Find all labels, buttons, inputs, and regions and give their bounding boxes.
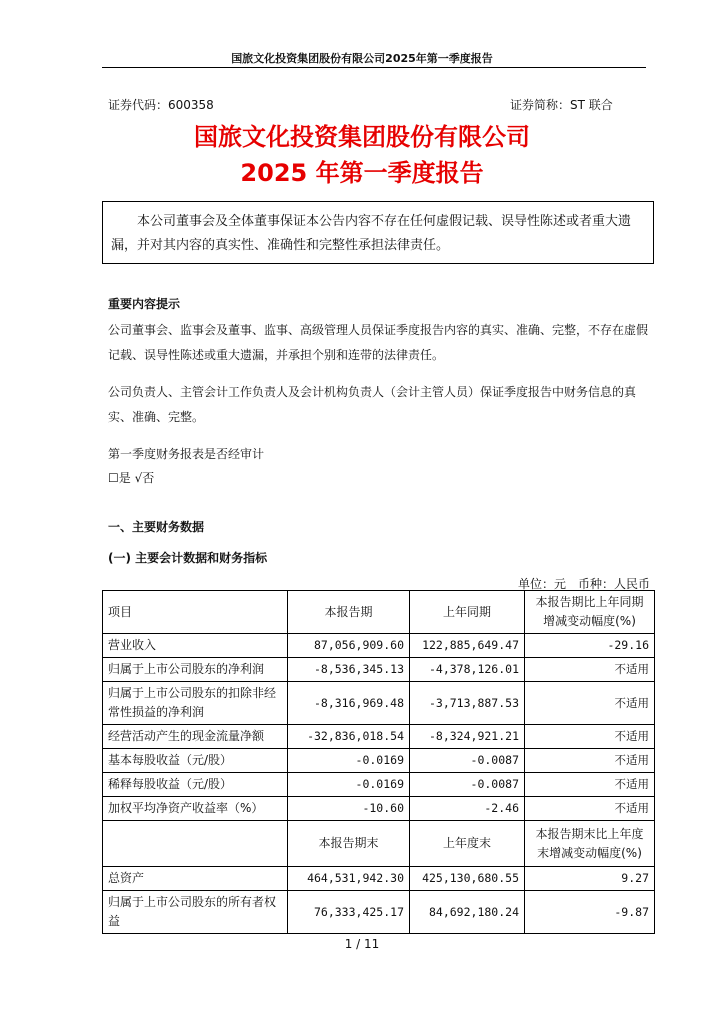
important-heading: 重要内容提示 — [108, 297, 181, 311]
table-cell: 122,885,649.47 — [410, 634, 525, 658]
running-header: 国旅文化投资集团股份有限公司2025年第一季度报告 — [231, 52, 493, 65]
table-header-cell: 上年同期 — [410, 591, 525, 634]
table-cell: 87,056,909.60 — [288, 634, 410, 658]
table-header-row — [103, 821, 655, 867]
table-cell: 归属于上市公司股东的净利润 — [103, 658, 288, 682]
table-cell: 不适用 — [525, 749, 655, 773]
table-cell: 不适用 — [525, 797, 655, 821]
table-cell: -29.16 — [525, 634, 655, 658]
table-cell: -8,324,921.21 — [410, 725, 525, 749]
table-row — [103, 797, 655, 821]
table-cell: 基本每股收益（元/股） — [103, 749, 288, 773]
table-row — [103, 658, 655, 682]
table-cell: 不适用 — [525, 773, 655, 797]
table-row — [103, 773, 655, 797]
audit-answer: ☐是 √否 — [108, 471, 155, 485]
table-cell: 营业收入 — [103, 634, 288, 658]
table-row — [103, 634, 655, 658]
table-row — [103, 867, 655, 891]
table-cell: -2.46 — [410, 797, 525, 821]
header-rule — [102, 67, 646, 68]
page-number: 1 / 11 — [344, 937, 380, 951]
table-header-cell: 本报告期末 — [288, 821, 410, 867]
paragraph-1: 公司董事会、监事会及董事、监事、高级管理人员保证季度报告内容的真实、准确、完整，不存在虚假记载、误导性陈述或重大遗漏，并承担个别和连带的法律责任。 — [108, 323, 649, 362]
table-cell: -8,536,345.13 — [288, 658, 410, 682]
table-cell: 加权平均净资产收益率（%） — [103, 797, 288, 821]
table-cell: -0.0087 — [410, 773, 525, 797]
title-line-2: 2025 年第一季度报告 — [240, 159, 484, 187]
stock-code: 证券代码：600358 — [108, 98, 214, 112]
notice-box — [102, 201, 654, 264]
table-header-cell: 本报告期比上年同期增减变动幅度(%) — [525, 591, 655, 634]
table-header-cell: 项目 — [103, 591, 288, 634]
table-cell: 425,130,680.55 — [410, 867, 525, 891]
table-header-cell: 本报告期 — [288, 591, 410, 634]
unit-currency: 单位：元 币种：人民币 — [517, 577, 650, 591]
section-1-1-heading: (一) 主要会计数据和财务指标 — [108, 551, 268, 565]
table-header-cell: 本报告期末比上年度末增减变动幅度(%) — [525, 821, 655, 867]
stock-abbreviation: 证券简称：ST 联合 — [510, 98, 613, 112]
table-cell: 经营活动产生的现金流量净额 — [103, 725, 288, 749]
table-cell: -0.0169 — [288, 773, 410, 797]
table-cell: 归属于上市公司股东的所有者权益 — [103, 891, 288, 934]
table-cell: -32,836,018.54 — [288, 725, 410, 749]
table-cell: -9.87 — [525, 891, 655, 934]
table-cell: 76,333,425.17 — [288, 891, 410, 934]
table-cell: 9.27 — [525, 867, 655, 891]
paragraph-2: 公司负责人、主管会计工作负责人及会计机构负责人（会计主管人员）保证季度报告中财务信息的真实、准确、完整。 — [108, 385, 637, 424]
table-header-cell: 上年度末 — [410, 821, 525, 867]
table-row — [103, 725, 655, 749]
table-cell: -3,713,887.53 — [410, 682, 525, 725]
notice-text: 本公司董事会及全体董事保证本公告内容不存在任何虚假记载、误导性陈述或者重大遗漏，并对其内容的真实性、准确性和完整性承担法律责任。 — [111, 214, 632, 253]
table-cell: -8,316,969.48 — [288, 682, 410, 725]
title-line-1: 国旅文化投资集团股份有限公司 — [194, 123, 530, 151]
table-cell: -4,378,126.01 — [410, 658, 525, 682]
table-row — [103, 891, 655, 934]
table-cell: -0.0169 — [288, 749, 410, 773]
table-header-row — [103, 591, 655, 634]
table-cell: 84,692,180.24 — [410, 891, 525, 934]
table-cell: 归属于上市公司股东的扣除非经常性损益的净利润 — [103, 682, 288, 725]
audit-question: 第一季度财务报表是否经审计 — [108, 447, 265, 461]
table-header-cell — [103, 821, 288, 867]
table-cell: 不适用 — [525, 682, 655, 725]
table-cell: 464,531,942.30 — [288, 867, 410, 891]
table-cell: -0.0087 — [410, 749, 525, 773]
table-row — [103, 749, 655, 773]
table-cell: 不适用 — [525, 658, 655, 682]
table-cell: -10.60 — [288, 797, 410, 821]
table-cell: 稀释每股收益（元/股） — [103, 773, 288, 797]
section-1-heading: 一、主要财务数据 — [108, 520, 205, 534]
table-cell: 不适用 — [525, 725, 655, 749]
financial-table — [102, 590, 655, 934]
table-cell: 总资产 — [103, 867, 288, 891]
table-row — [103, 682, 655, 725]
